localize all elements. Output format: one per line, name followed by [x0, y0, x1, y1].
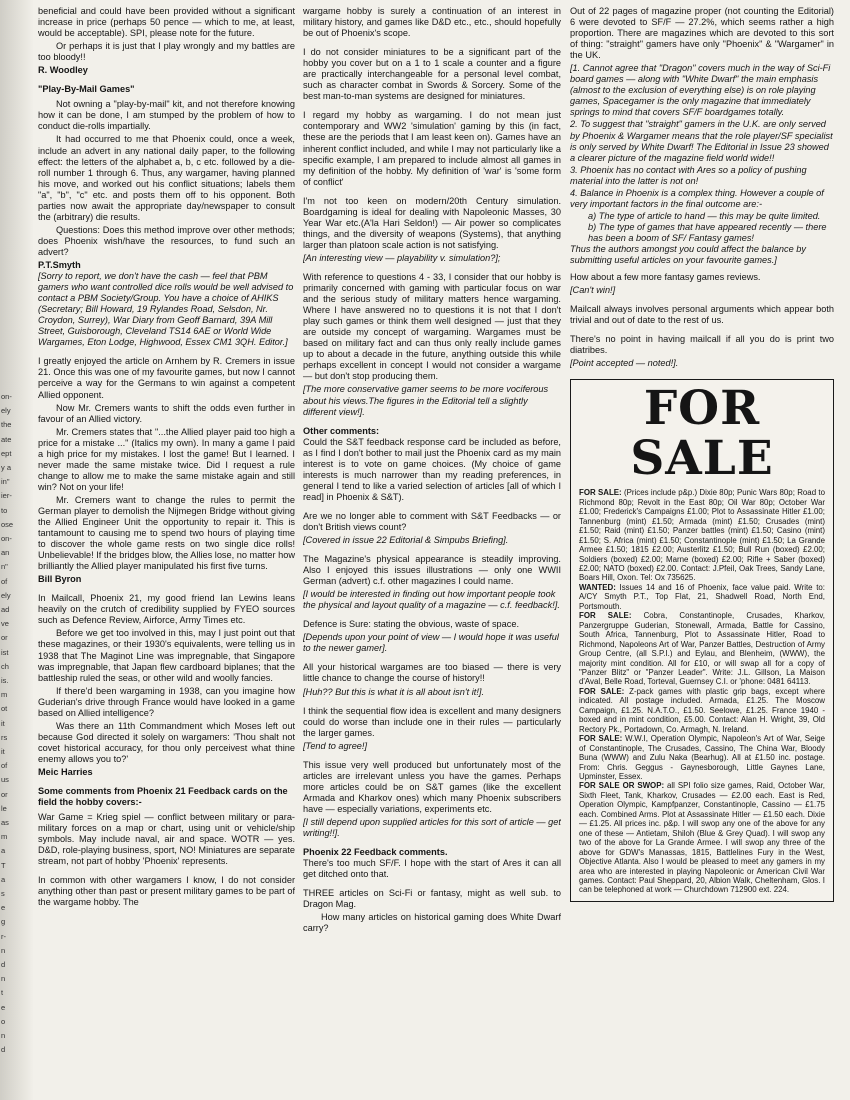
- letter-paragraph: With reference to questions 4 - 33, I consider that our hobby is primarily concerned with gaming with particular focus on war and the serious study of military matters hence wargaming. Where I have answered no to questions it is not that I don't play such games or think them well designed — just that they are outside my concept of wargaming. Wargames must be based on military fact and can thus only really include games up to about a decade in the future, anything outside this while perhaps excellent in concept I would not consider a wargame — but don't stop producing them.: [303, 271, 561, 382]
- facing-page-fragment: ely: [1, 590, 11, 600]
- letter-paragraph: The Magazine's physical appearance is steadily improving. Also I enjoyed this issues illustrations — only one WWII German (advert) c.f. other magazines I could name.: [303, 554, 561, 587]
- facing-page-fragment: ve: [1, 619, 9, 629]
- facing-page-fragment: d: [1, 1045, 6, 1055]
- editor-reply-item: 4. Balance in Phoenix is a complex thing. However a couple of very important factors in the final outcome are:-: [570, 187, 824, 209]
- editor-note: [I still depend upon supplied articles for this sort of article — get writing!!].: [303, 817, 561, 839]
- editor-reply-subitem: a) The type of article to hand — this may be quite limited.: [588, 210, 821, 221]
- facing-page-fragment: is.: [1, 676, 9, 685]
- for-sale-entry-label: FOR SALE OR SWOP:: [579, 781, 665, 791]
- facing-page-fragment: m: [1, 832, 8, 842]
- facing-page-fragment: a: [1, 874, 6, 884]
- facing-page-fragment: it: [1, 747, 5, 756]
- letter-paragraph: War Game = Krieg spiel — conflict between military or para-military forces on a map or chart, using unit or vehicle/ship symbols. May include naval, air and space. WOTR — yes. D&D, role-playing business, sport, NO! Miniatures are separate stream, not part of hobby 'Phoenix' represents.: [38, 812, 295, 867]
- section-heading-pbm: "Play-By-Mail Games": [38, 84, 135, 95]
- letter-paragraph: All your historical wargames are too biased — there is very little chance to change the course of history!!: [303, 662, 561, 684]
- facing-page-fragment: T: [1, 860, 6, 870]
- facing-page-fragment: ad: [1, 605, 10, 614]
- for-sale-title: FOR SALE: [630, 381, 774, 487]
- editor-reply-item: [1. Cannot agree that "Dragon" covers much in the way of Sci-Fi board games — along with "White Dwarf" the main emphasis (almost to the exclusion of everything else) is on role playing games, Spacegamer is the only magazine that immediately springs to mind that covers SF/F boardgames totally.: [570, 63, 831, 118]
- letter-paragraph: There's too much SF/F. I hope with the start of Ares it can all get ditched onto that.: [303, 858, 561, 880]
- facing-page-fragment: ier-: [1, 491, 12, 501]
- for-sale-entry-text: W.W.I, Operation Olympic, Napoleon's Art of War, Seige of Constantinople, The Crusades, Cassino, The China War, Bloody Buna (WWW) and Zulu Naka (Bearhug). All at £1.50 inc. postage. From: Chris. Geggus - Gaynesborough, Little Gaynes Lane, Upminster, Essex.: [579, 734, 825, 781]
- for-sale-entry-text: Z-pack games with plastic grip bags, except where indicated. All postage included. Armada, £1.25. The Moscow Campaign, £1.25. N.A.T.O., £1.50. Seelowe, £1.25. France 1940 - boxed and in mint condition, £5.00. Contact: Alan H. Wright, 39, Old Rectory Pk., Portadown, Co. Armagh, N. Ireland.: [579, 686, 825, 734]
- letter-paragraph: I greatly enjoyed the article on Arnhem by R. Cremers in issue 21. Once this was one of my favourite games, but now I cannot perceive a way for the Germans to win against a competent Allied opponent.: [38, 356, 295, 400]
- editor-reply-subitem: b) The type of games that have appeared recently — there has been a boom of SF/ Fantasy games!: [588, 221, 827, 243]
- facing-page-fragment: ept: [1, 448, 12, 458]
- letter-paragraph: Not owning a "play-by-mail" kit, and not therefore knowing how it can be done, I am stumped by the problem of how to conduct die-rolls impartially.: [38, 99, 295, 132]
- facing-page-fragment: an: [1, 548, 10, 558]
- editor-note: [Point accepted — noted!].: [570, 358, 679, 369]
- for-sale-entry-label: WANTED:: [579, 582, 616, 592]
- for-sale-entry-text: Cobra, Constantinople, Crusades, Kharkov, Panzergruppe Guderian, Stonewall, Armada, Battle for Cassino, South Africa, Tannenburg, Plot to Assassinate Hitler, Road to Richmond, Napoleons Art of War, Panzer Battles, Destruction of Army Group Centre, (all S.P.I.) and Eylau, and Blenheim, (WWW), the majority mint condition. All for £10, or will swap all for a copy of "Panzer Blitz" or "Panzer Leader". Write: J.L. Gillson, La Maison d'Aval, Belle Road, Torteval, Guernsey C.I. or 'phone: 0481 64113.: [579, 611, 825, 687]
- for-sale-entry-label: FOR SALE:: [579, 611, 632, 621]
- letter-signature: Bill Byron: [38, 574, 82, 585]
- letter-paragraph: Defence is Sure: stating the obvious, waste of space.: [303, 619, 520, 630]
- facing-page-fragment: of: [1, 761, 8, 771]
- letter-paragraph: This issue very well produced but unfortunately most of the articles are irrelevant unless you have the games. Perhaps more articles could be on S&T games (like the excellent Armada and Kharkov ones) which many Phoenix subscribers have — especially variations, experiments etc.: [303, 759, 561, 814]
- facing-page-fragment: to: [1, 505, 8, 515]
- letter-paragraph: Now Mr. Cremers wants to shift the odds even further in favour of an Allied victory.: [38, 402, 295, 424]
- facing-page-fragment: s: [1, 889, 5, 898]
- letter-paragraph: Could the S&T feedback response card be included as before, as I find I don't bother to mail just the Phoenix card as my main interest is to vote on game choices. (My choice of game interests is much narrower than my reading preferences, in general I tend to like a varied selection of articles [all of which I read] in Phoenix & S&T).: [303, 436, 561, 502]
- facing-page-fragment: y a: [1, 463, 12, 472]
- letter-paragraph: I do not consider miniatures to be a significant part of the hobby you cover but on a 1 to 1 scale a counter and a figure are practically interchangeable for a personal level combat, such as character combat in Swords & Sorcery. Some of the best man-to-man systems are designed for miniatures.: [303, 47, 561, 102]
- facing-page-fragment: it: [1, 718, 5, 728]
- letter-paragraph: I think the sequential flow idea is excellent and many designers could do worse than include one in their rules — particularly the larger games.: [303, 705, 561, 738]
- facing-page-fragment: on-: [1, 534, 12, 543]
- letter-paragraph: Or perhaps it is just that I play wrongly and my battles are too bloody!!: [38, 41, 295, 63]
- column-1: [38, 6, 295, 1096]
- facing-page-fragment: ate: [1, 434, 12, 444]
- facing-page-fragment: rs: [1, 732, 8, 742]
- section-heading-phoenix22: Phoenix 22 Feedback comments.: [303, 847, 448, 858]
- facing-page-fragment: the: [1, 420, 12, 430]
- editor-note: [Covered in issue 22 Editorial & Simpubs Briefing].: [303, 535, 509, 546]
- letter-paragraph: I regard my hobby as wargaming. I do not mean just contemporary and WW2 'simulation' gaming by this (in fact, these are the periods that I am least keen on). Games have an inherent conflict included, and while I may not particularly like a specific example, I am prepared to include almost all games in my definition of the hobby. My definition of 'war' is 'some form of conflict': [303, 110, 561, 187]
- for-sale-listings: [579, 488, 825, 894]
- facing-page-fragment: n: [1, 945, 6, 955]
- facing-page-fragment: or: [1, 633, 8, 643]
- editor-note: [Depends upon your point of view — I would hope it was useful to the newer gamer].: [303, 632, 559, 654]
- facing-page-fragment: in": [1, 477, 10, 487]
- letter-signature: P.T.Smyth: [38, 259, 81, 270]
- for-sale-entry: [579, 734, 825, 781]
- facing-page-fragment: e: [1, 903, 6, 913]
- letter-paragraph: If there'd been wargaming in 1938, can you imagine how Guderian's drive through France would have looked in a game based on Allied intelligence?: [38, 685, 295, 718]
- facing-page-fragment: d: [1, 960, 6, 969]
- facing-page-fragment: o: [1, 1016, 6, 1026]
- letter-signature: Meic Harries: [38, 767, 93, 777]
- letter-paragraph: Before we get too involved in this, may I just point out that these magazines, or their 1930's equivalents, were telling us in 1938 that The Maginot Line was impregnable, that Singapore was impregnable, that Japan flew cardboard biplanes; that the battleship ruled the seas, or other wild and woolly fancies.: [38, 628, 295, 683]
- editor-reply-item: 3. Phoenix has no contact with Ares so a policy of pushing material into the latter is not on!: [570, 164, 807, 186]
- facing-page-fragment: ist: [1, 647, 9, 657]
- letter-paragraph: beneficial and could have been provided without a significant increase in price (perhaps 50 pence — which to me, at least, would be acceptable). SPI, please note for the future.: [38, 6, 295, 39]
- facing-page-fragment: ch: [1, 661, 9, 671]
- facing-page-fragment: t: [1, 988, 4, 998]
- column-2: [303, 6, 561, 1096]
- letter-signature: R. Woodley: [38, 65, 88, 76]
- facing-page-fragment: of: [1, 576, 8, 586]
- letter-paragraph: Questions: Does this method improve over other methods; does Phoenix wish/have the resources, to fund such an advert?: [38, 224, 295, 257]
- letter-paragraph: wargame hobby is surely a continuation of an interest in military history, and games like D&D etc., etc., should hopefully be out of Phoenix's scope.: [303, 6, 561, 39]
- editor-reply-item: 2. To suggest that "straight" gamers in the U.K. are only served by Phoenix & Wargamer means that the role player/SF specialist is only served by White Dwarf! The Editorial in Issue 23 showed a clearer picture of the magazine field world wide!!: [570, 119, 833, 163]
- facing-page-fragment: or: [1, 789, 8, 799]
- facing-page-fragment: le: [1, 803, 7, 813]
- editor-note: [Sorry to report, we don't have the cash — feel that PBM gamers who want controlled dice rolls would be well advised to contact a PBM Society/Group. You have a choice of AHIKS (Secretary; Bill Howard, 19 Rylandes Road, Selsdon, Nr. Croydon, Surrey), War Diary from Geoff Barnard, 39A Mill Street, Guisborough, Cleveland TS14 6AE or World Wide Wargames, Eton Lodge, Highwood, Essex CM1 3QH. Editor.]: [38, 271, 294, 348]
- section-heading-other: Other comments:: [303, 425, 380, 436]
- facing-page-fragment: us: [1, 775, 9, 785]
- facing-page-fragment: n: [1, 1031, 6, 1040]
- letter-paragraph: How many articles on historical gaming does White Dwarf carry?: [303, 912, 561, 934]
- column-3: [570, 6, 834, 1096]
- letter-paragraph: Mr. Cremers want to change the rules to permit the German player to demolish the Nijmegen Bridge without giving the Allied Engineer Unit the opportunity to repair it. This is tantamount to causing me to spend two hours of playing time to discover the whole game rests on two single dice rolls! Unbelievable! If the bridges blow, the Allies lose, no matter how brilliantly the Allied player manipulated his first five turns.: [38, 494, 295, 572]
- section-heading-comments: Some comments from Phoenix 21 Feedback cards on the field the hobby covers:-: [38, 786, 288, 808]
- editor-note: [I would be interested in finding out how important people took the physical and layout quality of a magazine — c.f. feedback!].: [303, 589, 560, 611]
- letter-paragraph: Was there an 11th Commandment which Moses left out because God directed it solely on wargamers: 'Thou shalt not covet historical accuracy, for thou only perceivest what thine enemy allows you to?': [38, 720, 295, 764]
- letter-paragraph: THREE articles on Sci-Fi or fantasy, might as well sub. to Dragon Mag.: [303, 888, 561, 910]
- facing-page-fragment: as: [1, 818, 9, 827]
- for-sale-entry: [579, 611, 825, 687]
- letter-paragraph: How about a few more fantasy games reviews.: [570, 272, 761, 283]
- letter-paragraph: In common with other wargamers I know, I do not consider anything other than past or present military games to be part of the wargame hobby. The: [38, 875, 295, 908]
- for-sale-entry-label: FOR SALE:: [579, 734, 623, 744]
- for-sale-entry-label: FOR SALE:: [579, 686, 625, 696]
- facing-page-fragment: n: [1, 974, 6, 984]
- editor-note: [The more conservative gamer seems to be more vociferous about his views.The figures in the Editorial tell a slightly different view!].: [303, 384, 549, 417]
- for-sale-entry: [579, 583, 825, 611]
- facing-page-fragment: on-: [1, 392, 12, 401]
- letter-paragraph: It had occurred to me that Phoenix could, once a week, include an advert in any national daily paper, to the following effect: the letters of the alphabet a, b, c etc. followed by a die-roll number 1 through 6. Thus, any wargamer, having planned his move, and worked out his conflict situations; labels them "a", "b", "c" etc. and posts them off to his opponent. Both parties now await the appropriate day/newspaper to consult the (arbitrary) die results.: [38, 134, 295, 222]
- for-sale-entry-text: all SPI folio size games, Raid, October War, Sixth Fleet, Tank, Kharkov, Crusades — £2.00 each. East is Red, Operation Olympic, Kampfpanzer, Constantinople, Cassino — £1.75 each. Combined Arms. Plot at Assassinate Hitler — £1.50 each. Dixie — £1.25. All prices inc. p&p. I will swop any one of the above for any one of these — Antietam, Shiloh (Blue & Grey Quad). I will swop any two of the above for La Grande Armee. I will swop any three of the above for GDW's Manassas, 1815, Battlelines Fury in the West, Objective Atlanta. Also I would be pleased to meet any gamers in my area who are interested in playing Napoleonic or American Civil War games. Contact: Paul Sheppard, 20, Albion Walk, Cheltenham, Glos. I can be telephoned at work — Churchdown 712900 ext. 224.: [579, 781, 825, 895]
- facing-page-fragment: a: [1, 846, 6, 856]
- for-sale-entry: [579, 687, 825, 734]
- facing-page-fragment: r-: [1, 931, 6, 941]
- editor-note: [Huh?? But this is what it is all about isn't it!].: [303, 686, 484, 697]
- editor-note: [Tend to agree!]: [303, 740, 368, 751]
- letter-paragraph: Out of 22 pages of magazine proper (not counting the Editorial) 6 were devoted to SF/F — 27.2%, which seems rather a high proportion. There are magazines which are devoted to this sort of thing: "straight" gamers have only "Phoenix" & "Wargamer" in the UK.: [570, 6, 834, 61]
- letter-paragraph: Are we no longer able to comment with S&T Feedbacks — or don't British views count?: [303, 510, 561, 532]
- letter-paragraph: Mailcall always involves personal arguments which appear both trivial and out of date to the rest of us.: [570, 304, 834, 326]
- editor-reply-list: [570, 63, 834, 266]
- for-sale-entry-label: FOR SALE:: [579, 488, 622, 498]
- facing-page-fragment: ose: [1, 519, 14, 529]
- for-sale-entry-text: Issues 14 and 16 of Phoenix, face value paid. Write to: A/CY Smyth P.T., Top Flat, 21, Shadwell Road, North End, Portsmouth.: [579, 582, 825, 611]
- for-sale-entry: [579, 488, 825, 583]
- for-sale-entry: [579, 781, 825, 894]
- letter-paragraph: Mr. Cremers states that "...the Allied player paid too high a price for a mistake ..." (Italics my own). In many a game I paid a high price for my mistakes. I lost the game! But I learned. I never made the same mistake twice. Did I request a rule change to allow me to make the same mistake again and still win? Not on your life!: [38, 426, 295, 492]
- editor-note: [Can't win!]: [570, 285, 616, 296]
- letter-paragraph: There's no point in having mailcall if all you do is print two diatribes.: [570, 334, 834, 356]
- for-sale-box: [570, 379, 834, 901]
- facing-page-fragment: n": [1, 562, 8, 572]
- facing-page-fragment: g: [1, 917, 6, 927]
- editor-reply-item: Thus the authors amongst you could affect the balance by submitting useful articles on your favourite games.]: [570, 243, 806, 266]
- facing-page-fragment: e: [1, 1002, 6, 1012]
- facing-page-fragment: ely: [1, 406, 11, 416]
- facing-page-fragment: ot: [1, 704, 8, 714]
- editor-note: [An interesting view — playability v. simulation?];: [303, 252, 501, 263]
- facing-page-fragment: m: [1, 690, 8, 700]
- for-sale-entry-text: (Prices include p&p.) Dixie 80p; Punic Wars 80p; Road to Richmond 80p; Revolt in the East 80p; Oil War 80p; October War £1.00; Frederick's Campaigns £1.00; Plot to Assassinate Hitler £1.00; Tannenburg (mint) £1.50; Armada (mint) £1.50; Crusades (mint) £1.50; Raid (mint) £1.50; Panzer battles (mint) £1.50; Casino (mint) £1.50; S. Africa (mint) £1.50; Constantinople (mint) £1.50; La Grande Armee £1.50; 1815 £2.00; Austerlitz £1.50; Bull Run (boxed) £2.00; Soldiers (boxed) £2.00; Marne (boxed) £2.00; Rifle + Saber (boxed) £2.00; NATO (boxed) £2.00. Contact: J.Pfeil, Oak Trees, Sandy Lane, Boars Hill, Oxon. Tel: Ox 735625.: [579, 488, 825, 583]
- letter-paragraph: In Mailcall, Phoenix 21, my good friend Ian Lewins leans heavily on the crutch of credibility supplied by FYEO sources such as Defence Review, Airforce, Army Times etc.: [38, 593, 295, 626]
- letter-paragraph: I'm not too keen on modern/20th Century simulation. Boardgaming is ideal for dealing with Napoleonic Masses, 30 Year War etc.(A'la Hari Seldon!) — Air power so complicates things, and the diversity of weapons (Systems), that anything larger than platoon scale action is not satisfying.: [303, 195, 561, 250]
